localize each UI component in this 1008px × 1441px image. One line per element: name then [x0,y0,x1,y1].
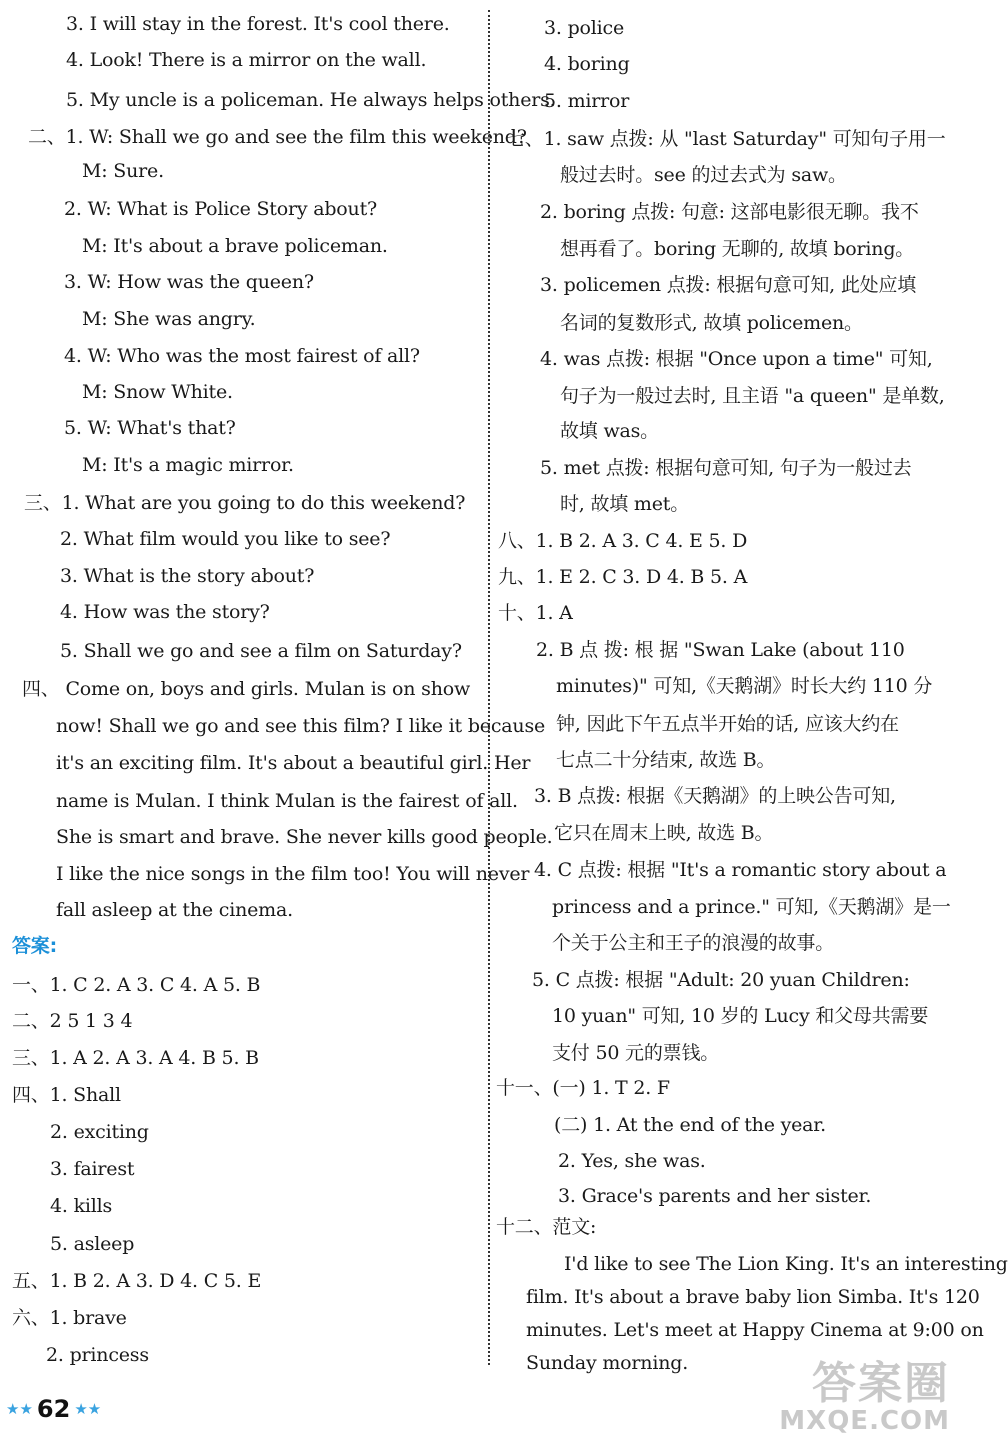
text-line: 3. Grace's parents and her sister. [558,1185,872,1207]
text-line: 2. boring 点拨: 句意: 这部电影很无聊。我不 [540,201,919,223]
text-line: 四、1. Shall [12,1084,121,1106]
text-line: 钟, 因此下午五点半开始的话, 应该大约在 [556,713,899,735]
text-line: 4. boring [544,53,630,75]
text-line: 2. W: What is Police Story about? [64,198,377,220]
star-icon: ★ [74,1400,88,1418]
text-line: 九、1. E 2. C 3. D 4. B 5. A [498,566,748,588]
page-footer [6,1392,101,1426]
text-line: 它只在周末上映, 故选 B。 [554,822,774,844]
text-line: 七点二十分结束, 故选 B。 [556,749,776,771]
text-line: 六、1. brave [12,1307,127,1329]
text-line: I'd like to see The Lion King. It's an interesting [564,1253,1008,1275]
text-line: (二) 1. At the end of the year. [554,1114,826,1136]
page-number: 62 [36,1395,71,1423]
text-line: M: It's about a brave policeman. [82,235,388,257]
text-line: 一、1. C 2. A 3. C 4. A 5. B [12,974,261,996]
text-line: She is smart and brave. She never kills good people. [56,826,553,848]
text-line: 十二、范文: [496,1216,597,1238]
text-line: 5. W: What's that? [64,417,236,439]
text-line: M: Snow White. [82,381,233,403]
text-line: minutes)" 可知,《天鹅湖》时长大约 110 分 [556,675,933,697]
text-line: 句子为一般过去时, 且主语 "a queen" 是单数, [560,385,945,407]
text-line: 个关于公主和王子的浪漫的故事。 [552,932,835,954]
text-line: M: Sure. [82,160,164,182]
text-line: 3. B 点拨: 根据《天鹅湖》的上映公告可知, [534,785,896,807]
text-line: 3. fairest [50,1158,135,1180]
text-line: 3. policemen 点拨: 根据句意可知, 此处应填 [540,274,917,296]
text-line: 十一、(一) 1. T 2. F [496,1077,670,1099]
text-line: 4. W: Who was the most fairest of all? [64,345,420,367]
text-line: 般过去时。see 的过去式为 saw。 [560,164,847,186]
text-line: 三、1. What are you going to do this weekend? [24,492,466,514]
text-line: 七、1. saw 点拨: 从 "last Saturday" 可知句子用一 [506,128,946,150]
text-line: 八、1. B 2. A 3. C 4. E 5. D [498,530,748,552]
text-line: 三、1. A 2. A 3. A 4. B 5. B [12,1047,259,1069]
text-line: 4. kills [50,1195,113,1217]
text-line: 五、1. B 2. A 3. D 4. C 5. E [12,1270,262,1292]
text-line: 2. B 点 拨: 根 据 "Swan Lake (about 110 [536,639,905,661]
text-line: 5. met 点拨: 根据句意可知, 句子为一般过去 [540,457,912,479]
star-icon: ★ [87,1400,102,1418]
watermark [779,1358,950,1436]
text-line: 4. How was the story? [60,601,270,623]
text-line: M: She was angry. [82,308,256,330]
text-line: I like the nice songs in the film too! You will never [56,863,530,885]
column-divider [488,10,490,1365]
text-line: 5. asleep [50,1233,135,1255]
text-line: 2. Yes, she was. [558,1150,706,1172]
text-line: 3. W: How was the queen? [64,271,314,293]
watermark-url: MXQE.COM [779,1406,950,1436]
text-line: 故填 was。 [560,420,659,442]
text-line: film. It's about a brave baby lion Simba. It's 120 [526,1286,980,1308]
text-line: fall asleep at the cinema. [56,899,293,921]
text-line: M: It's a magic mirror. [82,454,294,476]
text-line: 十、1. A [498,602,573,624]
star-icon: ★ [6,1400,20,1418]
text-line: Sunday morning. [526,1352,689,1374]
text-line: 5. My uncle is a policeman. He always helps others. [66,89,556,111]
text-line: 10 yuan" 可知, 10 岁的 Lucy 和父母共需要 [552,1005,929,1027]
text-line: now! Shall we go and see this film? I like it because [56,715,546,737]
text-line: 4. C 点拨: 根据 "It's a romantic story about a [534,859,947,881]
text-line: 3. I will stay in the forest. It's cool there. [66,13,450,35]
text-line: 想再看了。boring 无聊的, 故填 boring。 [560,238,915,260]
text-line: 2. princess [46,1344,149,1366]
text-line: 3. What is the story about? [60,565,315,587]
text-line: 二、1. W: Shall we go and see the film this weekend? [28,126,527,148]
text-line: 支付 50 元的票钱。 [552,1042,720,1064]
text-line: 4. Look! There is a mirror on the wall. [66,49,427,71]
watermark-logo-text: 答案圈 [812,1358,950,1409]
text-line: 2. What film would you like to see? [60,528,391,550]
text-line: 3. police [544,17,625,39]
text-line: 5. mirror [544,90,630,112]
text-line: 4. was 点拨: 根据 "Once upon a time" 可知, [540,348,933,370]
text-line: 5. Shall we go and see a film on Saturday? [60,640,462,662]
text-line: name is Mulan. I think Mulan is the fairest of all. [56,790,518,812]
text-line: it's an exciting film. It's about a beautiful girl. Her [56,752,531,774]
text-line: minutes. Let's meet at Happy Cinema at 9:00 on [526,1319,984,1341]
text-line: 5. C 点拨: 根据 "Adult: 20 yuan Children: [532,969,910,991]
text-line: 名词的复数形式, 故填 policemen。 [560,312,863,334]
answer-heading: 答案: [12,935,57,957]
text-line: 四、 Come on, boys and girls. Mulan is on show [22,678,471,700]
text-line: princess and a prince." 可知,《天鹅湖》是一 [552,896,951,918]
text-line: 时, 故填 met。 [560,493,690,515]
text-line: 2. exciting [50,1121,149,1143]
star-icon: ★ [19,1400,33,1418]
text-line: 二、2 5 1 3 4 [12,1010,133,1032]
